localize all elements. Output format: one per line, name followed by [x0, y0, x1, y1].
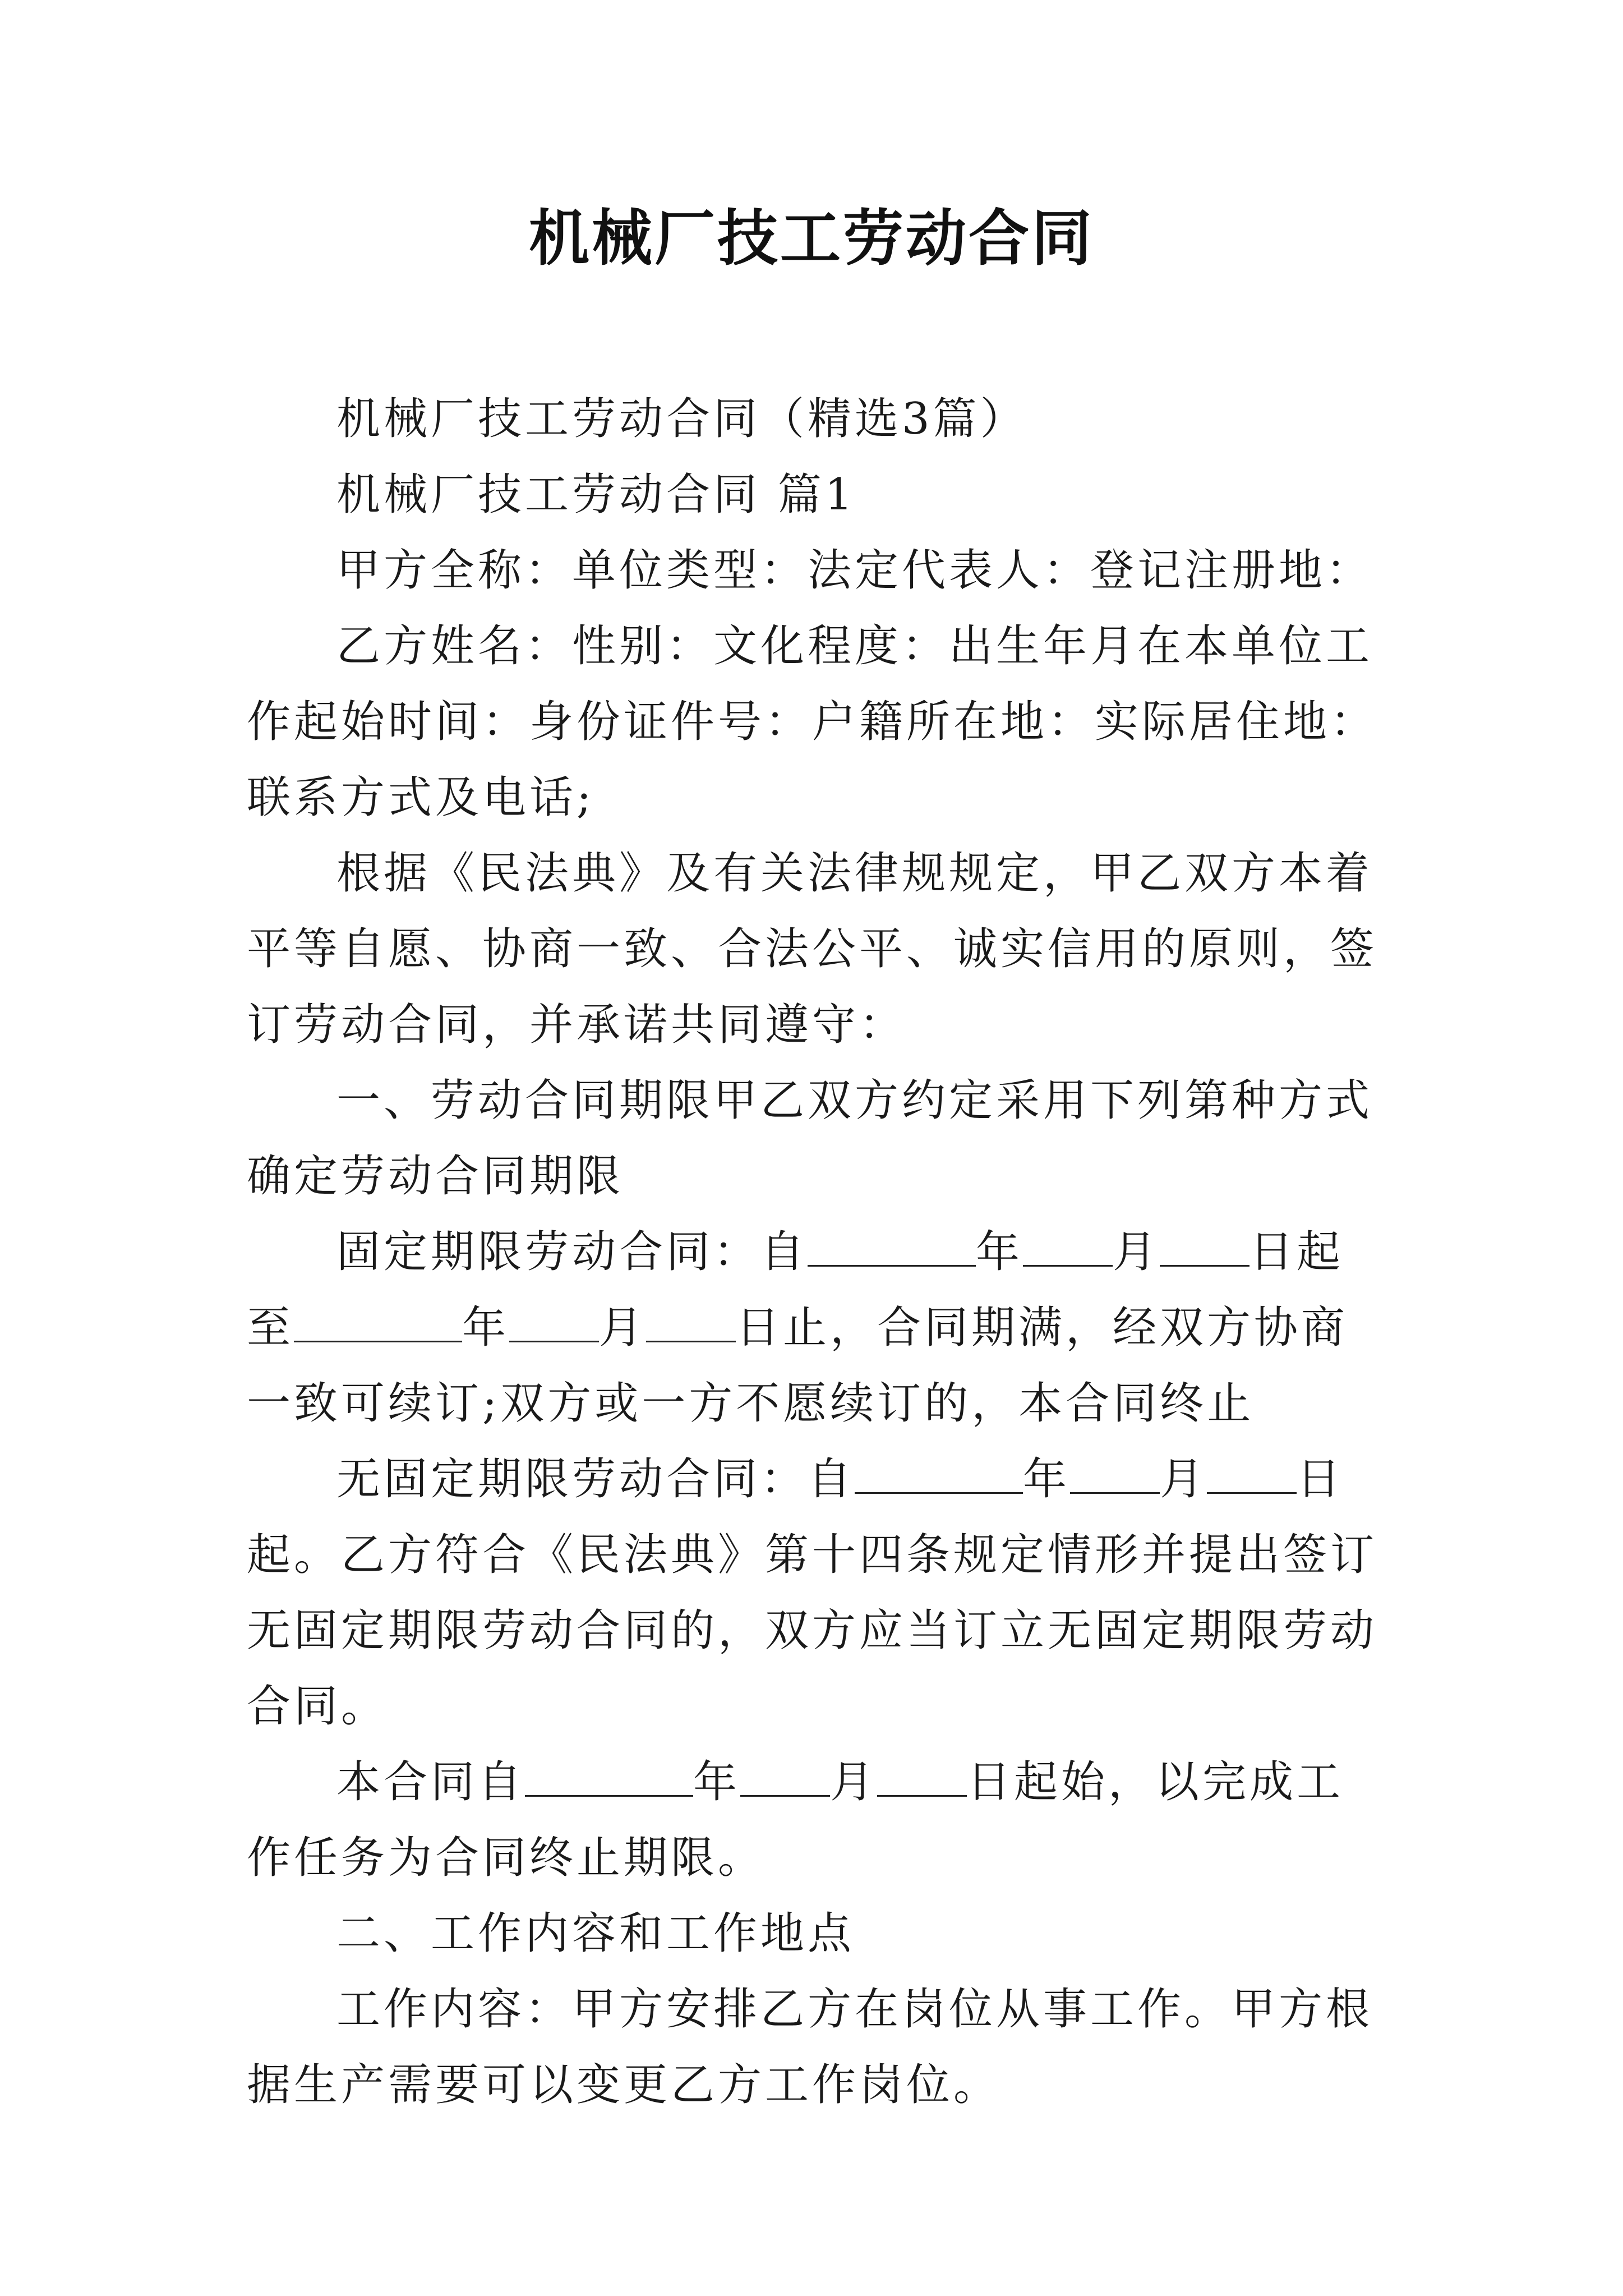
- blank-field: [740, 1759, 830, 1797]
- paragraph-work-heading: 二、工作内容和工作地点: [336, 1908, 855, 1959]
- fixed-term-year-label: 年: [976, 1227, 1023, 1277]
- paragraph-work-content: 工作内容：甲方安排乙方在岗位从事工作。甲方根据生产需要可以变更乙方工作岗位。: [247, 1984, 1373, 2110]
- open-term-text-start: 无固定期限劳动合同：自: [336, 1454, 855, 1504]
- task-term-text-end: 日起始，以完成工作任务为合同终止期限。: [247, 1757, 1344, 1883]
- blank-field: [877, 1759, 967, 1797]
- paragraph-subtitle: 机械厂技工劳动合同（精选3篇）: [336, 394, 1027, 444]
- task-term-month-label: 月: [830, 1757, 878, 1807]
- paragraph-task-term: [247, 1745, 1391, 1896]
- paragraph-term-heading: 一、劳动合同期限甲乙双方约定采用下列第种方式确定劳动合同期限: [247, 1075, 1373, 1202]
- fixed-term-day-start-label: 日起至: [247, 1227, 1344, 1353]
- paragraph-fixed-term: [247, 1214, 1391, 1442]
- paragraph-section-heading: 机械厂技工劳动合同 篇1: [336, 470, 856, 520]
- open-term-month-label: 月: [1160, 1454, 1207, 1504]
- document-body: [247, 381, 1391, 2123]
- blank-field: [294, 1305, 462, 1342]
- fixed-term-text-start: 固定期限劳动合同：自: [336, 1227, 808, 1277]
- fixed-term-end-month-label: 月: [599, 1303, 647, 1353]
- blank-field: [1070, 1456, 1160, 1494]
- blank-field: [1207, 1456, 1297, 1494]
- document-title: 机械厂技工劳动合同: [528, 203, 1094, 274]
- blank-field: [808, 1229, 976, 1267]
- fixed-term-text-end: 日止，合同期满，经双方协商一致可续订;双方或一方不愿续订的，本合同终止: [247, 1303, 1349, 1429]
- fixed-term-end-year-label: 年: [462, 1303, 510, 1353]
- blank-field: [525, 1759, 693, 1797]
- fixed-term-month-label: 月: [1113, 1227, 1160, 1277]
- paragraph-preamble: 根据《民法典》及有关法律规规定，甲乙双方本着平等自愿、协商一致、合法公平、诚实信用的原则，签订劳动合同，并承诺共同遵守：: [247, 848, 1378, 1050]
- task-term-year-label: 年: [693, 1757, 741, 1807]
- blank-field: [646, 1305, 736, 1342]
- blank-field: [855, 1456, 1023, 1494]
- blank-field: [1023, 1229, 1113, 1267]
- open-term-text-end: 日起。乙方符合《民法典》第十四条规定情形并提出签订无固定期限劳动合同的，双方应当订立无固定期限劳动合同。: [247, 1454, 1378, 1732]
- blank-field: [1160, 1229, 1249, 1267]
- paragraph-open-term: [247, 1442, 1391, 1745]
- paragraph-party-a: 甲方全称：单位类型：法定代表人：登记注册地：: [336, 545, 1373, 596]
- open-term-year-label: 年: [1023, 1454, 1071, 1504]
- paragraph-party-b: 乙方姓名：性别：文化程度：出生年月在本单位工作起始时间：身份证件号：户籍所在地：实际居住地：联系方式及电话;: [247, 621, 1378, 823]
- blank-field: [509, 1305, 599, 1342]
- task-term-text-start: 本合同自: [336, 1757, 525, 1807]
